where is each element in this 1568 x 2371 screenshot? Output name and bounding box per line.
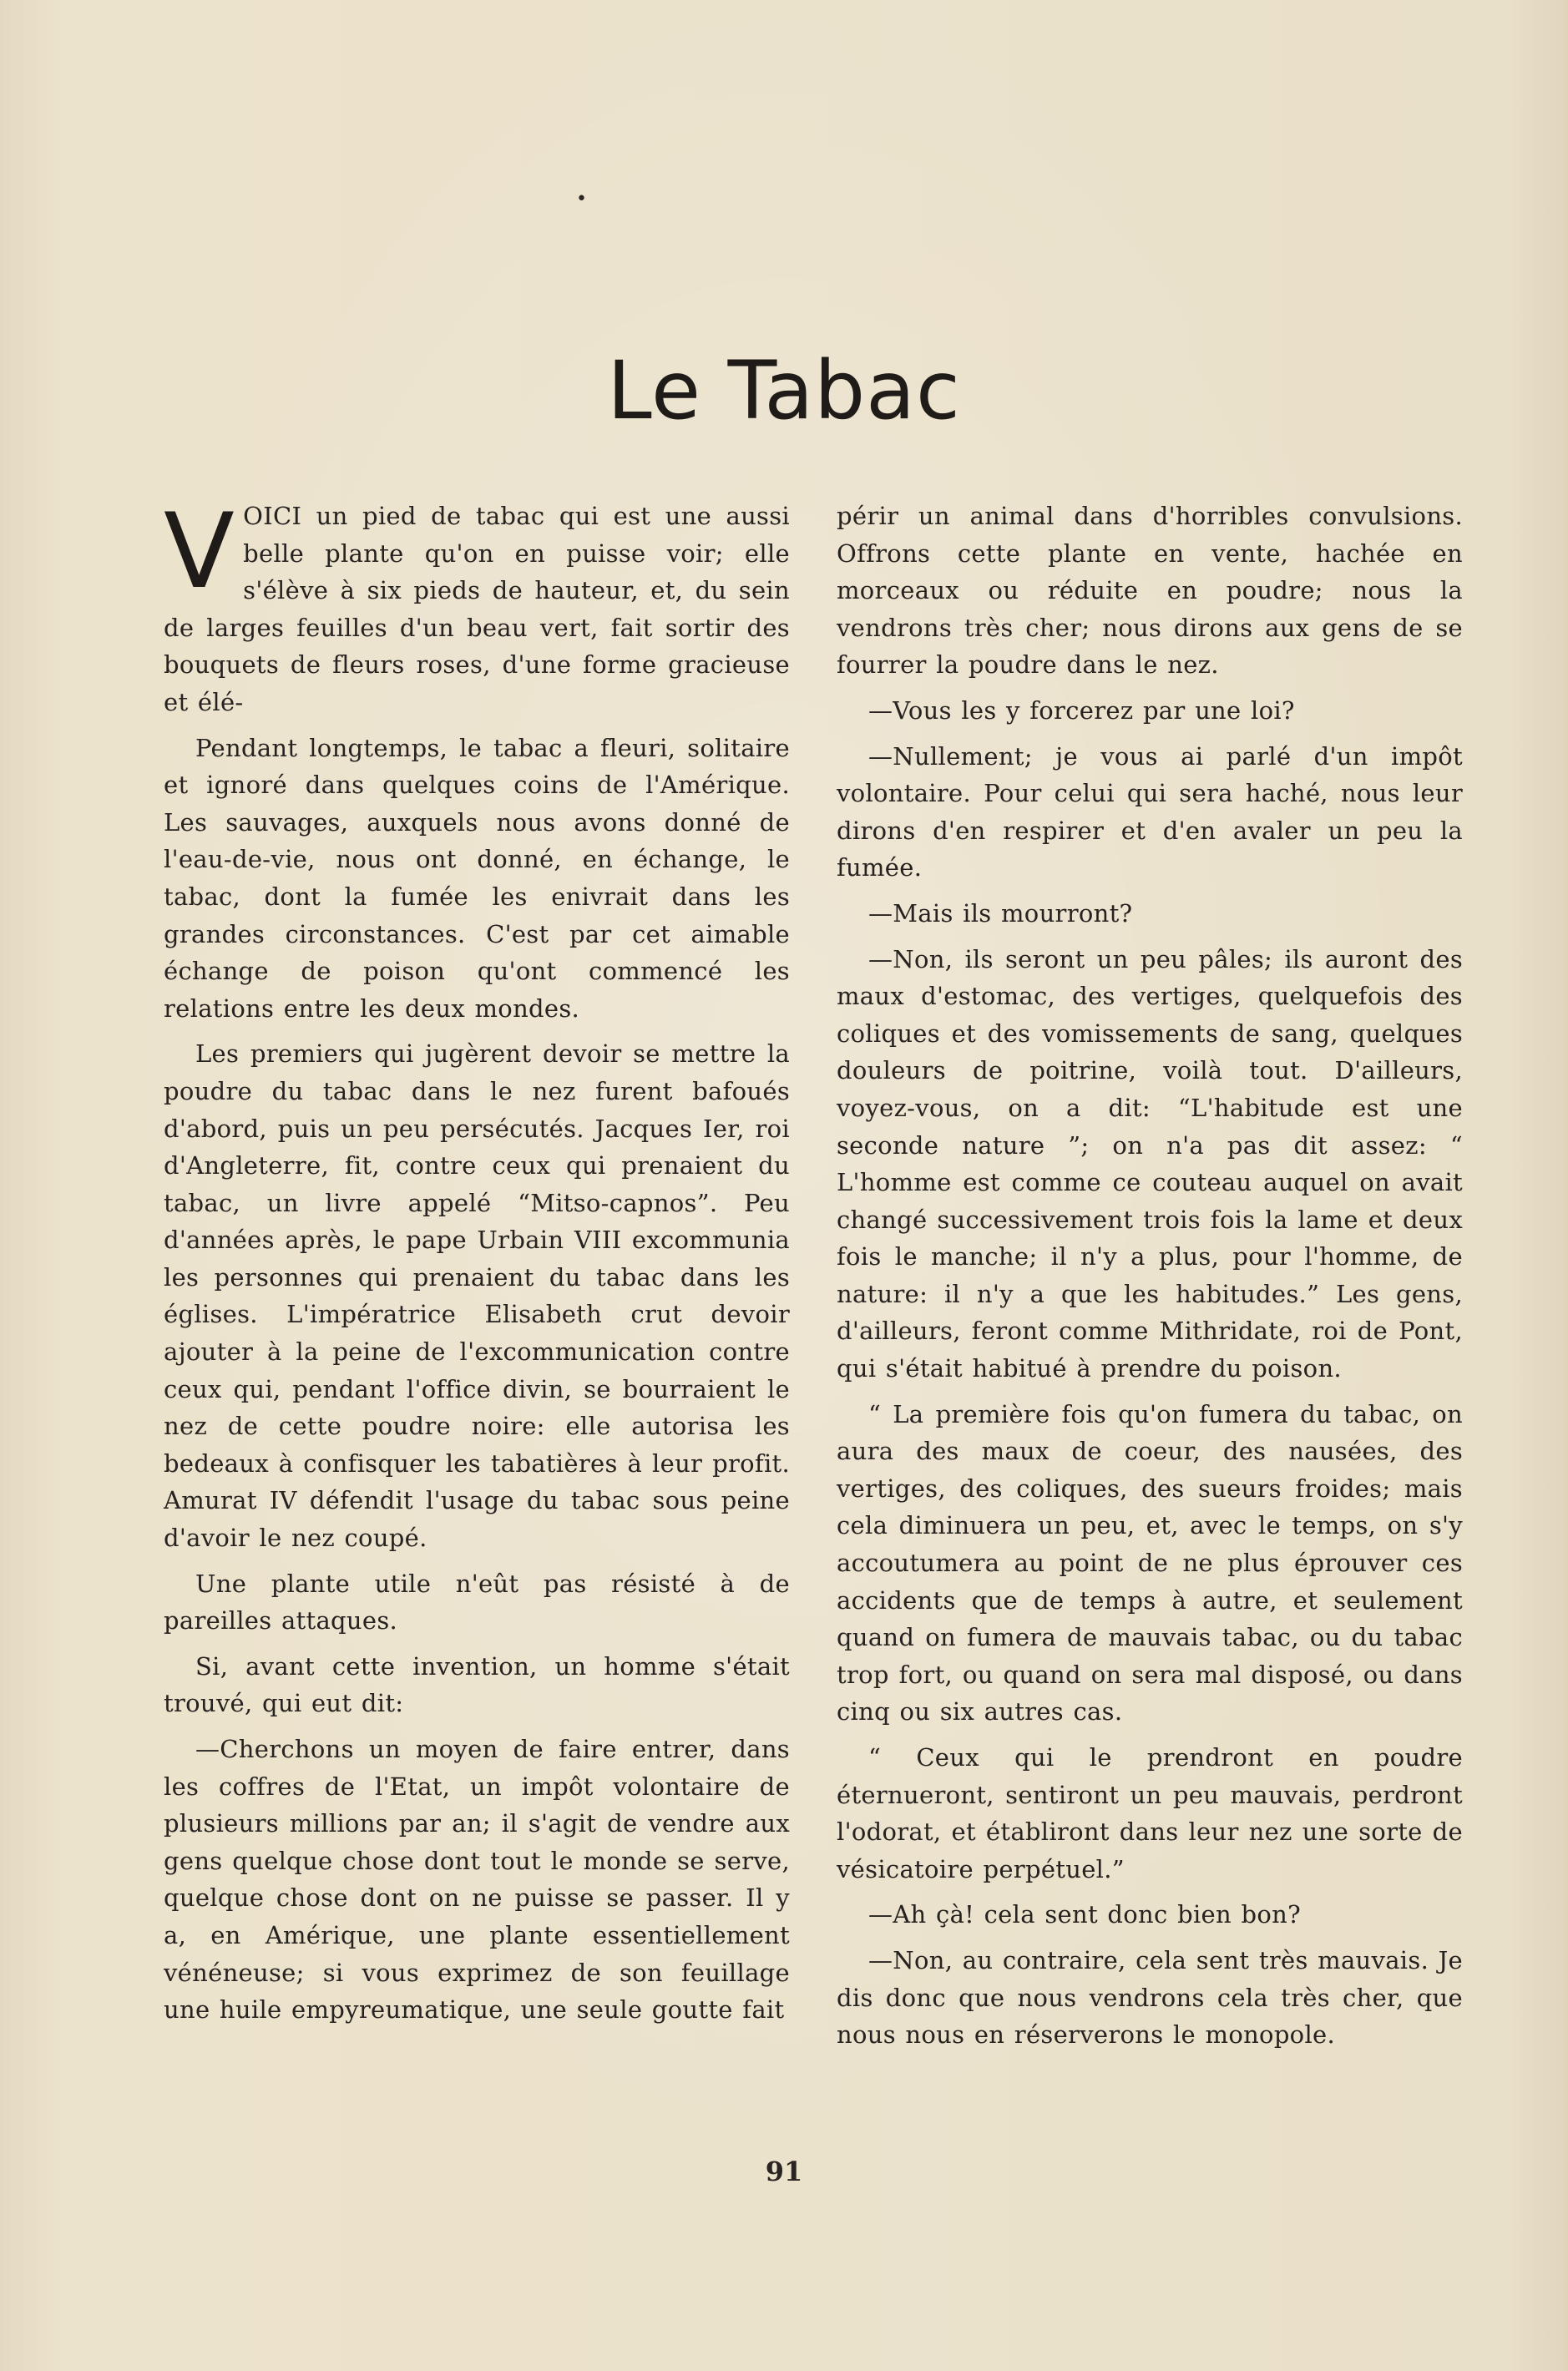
opening-paragraph <box>164 492 790 721</box>
article-title: Le Tabac <box>607 344 961 437</box>
left-column <box>164 492 790 2037</box>
paragraph: “ La première fois qu'on fumera du tabac, on aura des maux de coeur, des nausées, des vertiges, des coliques, des sueurs froides; mais cela diminuera un peu, et, avec le temps, on s'y accoutumera au point de ne plus éprouver ces accidents que de temps à autre, et seulement quand on fumera de mauvais tabac, ou du tabac trop fort, ou quand on sera mal disposé, ou dans cinq ou six autres cas. <box>837 1399 1463 1726</box>
paragraph: —Ah çà! cela sent donc bien bon? <box>868 1900 1301 1929</box>
printer-ornament: • <box>576 189 587 210</box>
opening-paragraph-text: OICI un pied de tabac qui est une aussi belle plante qu'on en puisse voir; elle s'élève à six pieds de hauteur, et, du sein de larges feuilles d'un beau vert, fait sortir des bouquets de fleurs roses, d'une forme gracieuse et élé- <box>164 502 790 716</box>
paragraph: —Mais ils mourront? <box>868 898 1133 928</box>
paragraph: —Nullement; je vous ai parlé d'un impôt volontaire. Pour celui qui sera haché, nous leur dirons d'en respirer et d'en avaler un peu la fumée. <box>837 741 1463 882</box>
paragraph: —Cherchons un moyen de faire entrer, dans les coffres de l'Etat, un impôt volontaire de plusieurs millions par an; il s'agit de vendre aux gens quelque chose dont tout le monde se serve, quelque chose dont on ne puisse se passer. Il y a, en Amérique, une plante essentiellement vénéneuse; si vous exprimez de son feuillage une huile empyreumatique, une seule goutte fait <box>164 1735 790 2025</box>
right-column <box>837 498 1463 2062</box>
paragraph: périr un animal dans d'horribles convulsions. Offrons cette plante en vente, hachée en morceaux ou réduite en poudre; nous la vendrons très cher; nous dirons aux gens de se fourrer la poudre dans le nez. <box>837 502 1463 680</box>
paragraph: —Non, ils seront un peu pâles; ils auront des maux d'estomac, des vertiges, quelquefois des coliques et des vomissements de sang, quelques douleurs de poitrine, voilà tout. D'ailleurs, voyez-vous, on a dit: “L'habitude est une seconde nature ”; on n'a pas dit assez: “ L'homme est comme ce couteau auquel on avait changé successivement trois fois la lame et deux fois le manche; il n'y a plus, pour l'homme, de nature: il n'y a que les habitudes.” Les gens, d'ailleurs, feront comme Mithridate, roi de Pont, qui s'était habitué à prendre du poison. <box>837 944 1463 1383</box>
paragraph: Si, avant cette invention, un homme s'était trouvé, qui eut dit: <box>164 1651 790 1718</box>
drop-cap: V <box>164 492 235 612</box>
paragraph: —Non, au contraire, cela sent très mauvais. Je dis donc que nous vendrons cela très cher, que nous nous en réserverons le monopole. <box>837 1945 1463 2050</box>
paragraph: Les premiers qui jugèrent devoir se mettre la poudre du tabac dans le nez furent bafoués d'abord, puis un peu persécutés. Jacques Ier, roi d'Angleterre, fit, contre ceux qui prenaient du tabac, un livre appelé “Mitso-capnos”. Peu d'années après, le pape Urbain VIII excommunia les personnes qui prenaient du tabac dans les églises. L'impératrice Elisabeth crut devoir ajouter à la peine de l'excommunication contre ceux qui, pendant l'office divin, se bourraient le nez de cette poudre noire: elle autorisa les bedeaux à confisquer les tabatières à leur profit. Amurat IV défendit l'usage du tabac sous peine d'avoir le nez coupé. <box>164 1039 790 1553</box>
paragraph: Pendant longtemps, le tabac a fleuri, solitaire et ignoré dans quelques coins de l'Amérique. Les sauvages, auxquels nous avons donné de l'eau-de-vie, nous ont donné, en échange, le tabac, dont la fumée les enivrait dans les grandes circonstances. C'est par cet aimable échange de poison qu'ont commencé les relations entre les deux mondes. <box>164 733 790 1023</box>
paragraph: “ Ceux qui le prendront en poudre éternueront, sentiront un peu mauvais, perdront l'odorat, et établiront dans leur nez une sorte de vésicatoire perpétuel.” <box>837 1743 1463 1883</box>
paragraph: —Vous les y forcerez par une loi? <box>868 695 1295 725</box>
page-number: 91 <box>765 2156 803 2187</box>
paragraph: Une plante utile n'eût pas résisté à de pareilles attaques. <box>164 1569 790 1635</box>
